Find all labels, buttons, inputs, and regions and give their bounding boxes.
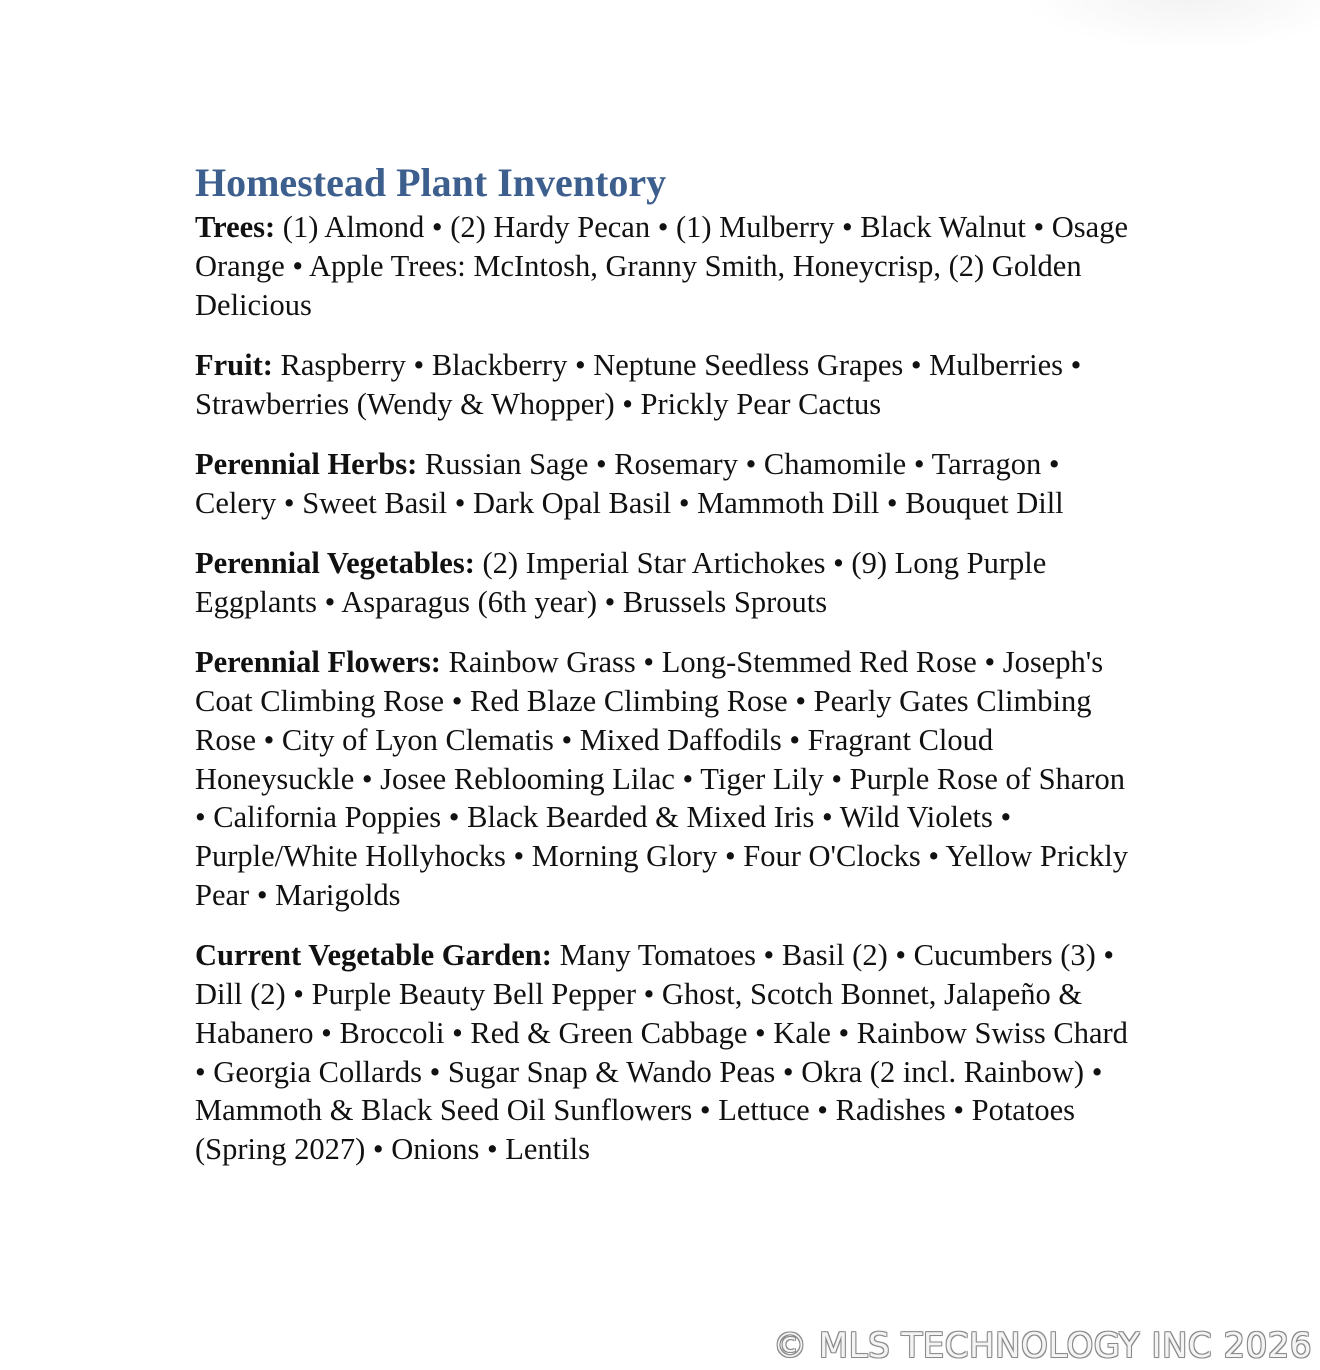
corner-shading [1020,0,1320,50]
section-label: Trees: [195,210,276,244]
section-label: Current Vegetable Garden: [195,938,552,973]
section-current-vegetable-garden [195,936,1130,1169]
section-text: Raspberry • Blackberry • Neptune Seedless Grapes • Mulberries • Strawberries (Wendy & Whopper) • Prickly Pear Cactus [195,347,1082,421]
section-fruit [195,346,1130,424]
section-label: Fruit: [195,347,273,382]
plant-inventory-document [195,160,1130,1191]
section-label: Perennial Herbs: [195,446,418,481]
section-text: Many Tomatoes • Basil (2) • Cucumbers (3) • Dill (2) • Purple Beauty Bell Pepper • Ghost, Scotch Bonnet, Jalapeño & Habanero • Broccoli • Red & Green Cabbage • Kale • Rainbow Swiss Chard • Georgia Collards • Sugar Snap & Wando Peas • Okra (2 incl. Rainbow) • Mammoth & Black Seed Oil Sunflowers • Lettuce • Radishes • Potatoes (Spring 2027) • Onions • Lentils [195,938,1128,1167]
section-label: Perennial Vegetables: [195,546,475,581]
section-text: Rainbow Grass • Long-Stemmed Red Rose • Joseph's Coat Climbing Rose • Red Blaze Climbing Rose • Pearly Gates Climbing Rose • City of Lyon Clematis • Mixed Daffodils • Fragrant Cloud Honeysuckle • Josee Reblooming Lilac • Tiger Lily • Purple Rose of Sharon • California Poppies • Black Bearded & Mixed Iris • Wild Violets • Purple/White Hollyhocks • Morning Glory • Four O'Clocks • Yellow Prickly Pear • Marigolds [195,645,1129,912]
section-label: Perennial Flowers: [195,645,441,680]
section-perennial-herbs [195,445,1130,523]
section-text: (1) Almond • (2) Hardy Pecan • (1) Mulberry • Black Walnut • Osage Orange • Apple Trees: McIntosh, Granny Smith, Honeycrisp, (2) Golden Delicious [195,210,1128,322]
section-perennial-vegetables [195,544,1130,622]
section-text: (2) Imperial Star Artichokes • (9) Long Purple Eggplants • Asparagus (6th year) • Brussels Sprouts [195,546,1047,619]
section-perennial-flowers [195,643,1130,915]
copyright-watermark: © MLS TECHNOLOGY INC 2026 [773,1326,1312,1366]
section-text: Russian Sage • Rosemary • Chamomile • Tarragon • Celery • Sweet Basil • Dark Opal Basil • Mammoth Dill • Bouquet Dill [195,446,1064,520]
document-title: Homestead Plant Inventory [195,160,667,205]
section-trees [195,208,1130,324]
